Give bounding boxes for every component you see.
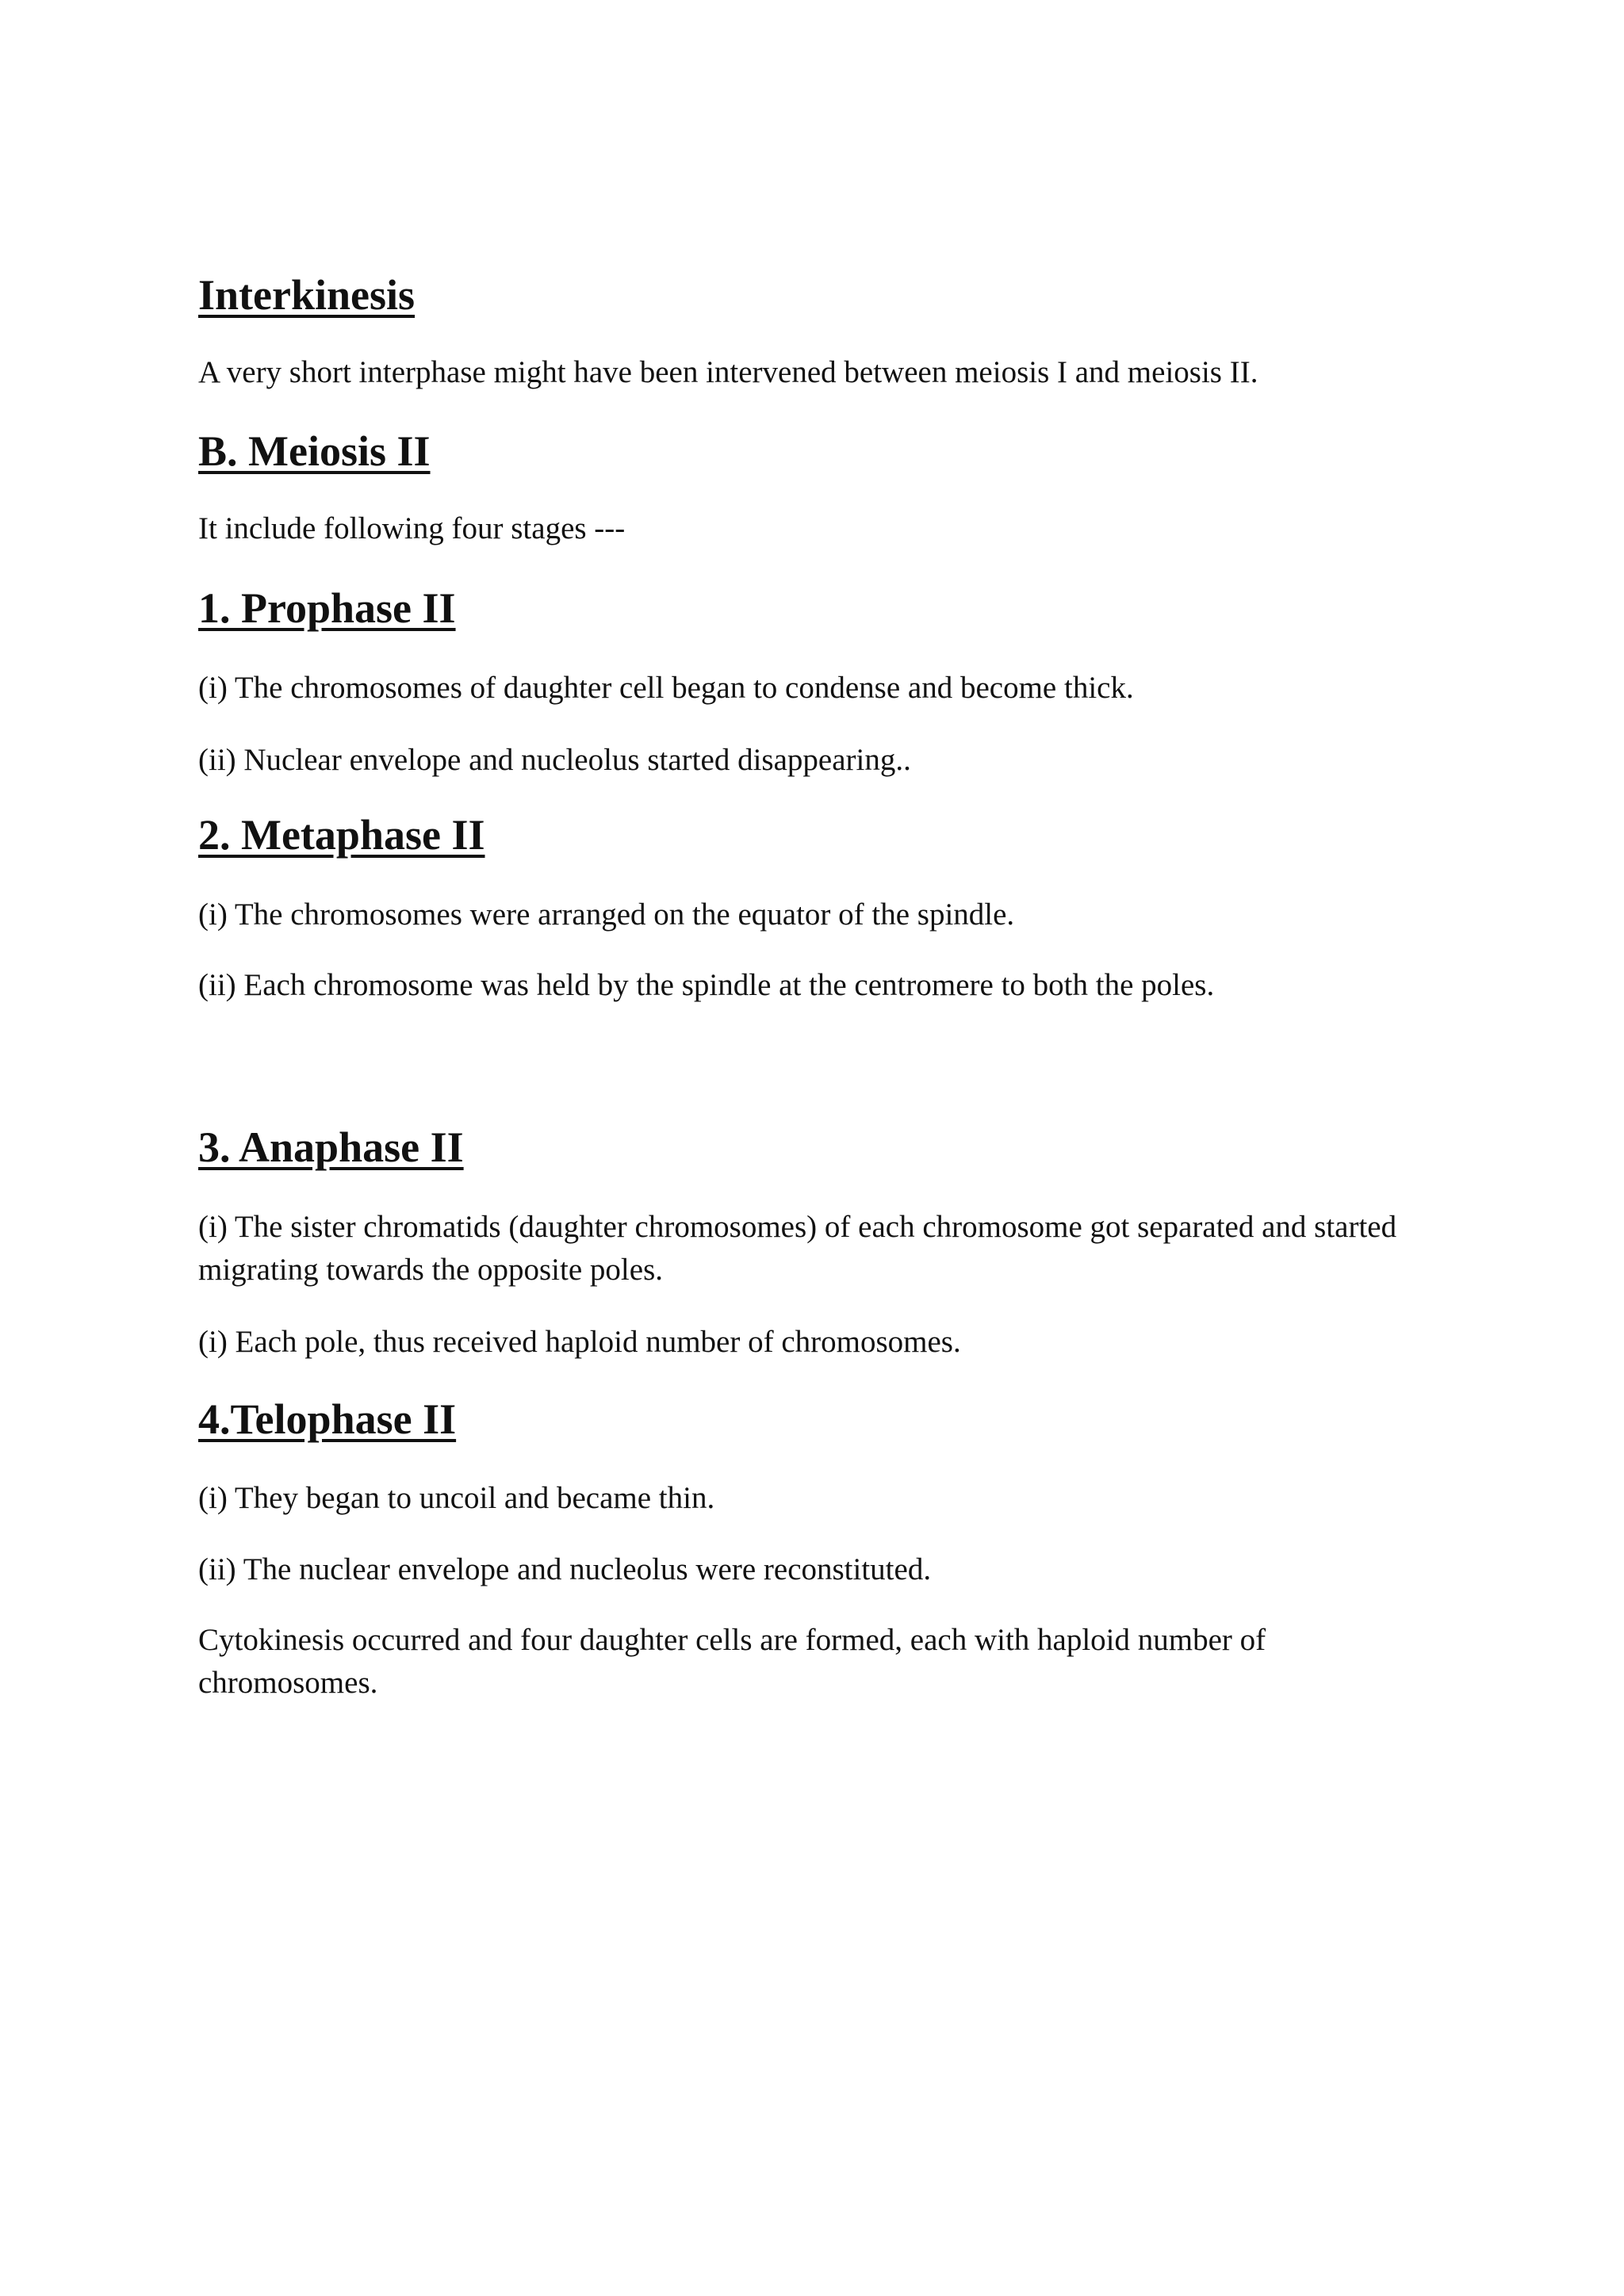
prophase2-point-2-wrap (198, 739, 1435, 782)
anaphase2-point-2-wrap (198, 1321, 1435, 1364)
meiosis2-body (198, 507, 1435, 550)
document-page (198, 0, 1435, 2296)
telophase2-conclusion-wrap (198, 1619, 1435, 1705)
interkinesis-section (198, 270, 1435, 320)
meiosis2-heading: B. Meiosis II (198, 427, 431, 475)
anaphase2-heading: 3. Anaphase II (198, 1123, 464, 1171)
metaphase2-point-1: (i) The chromosomes were arranged on the equator of the spindle. (198, 897, 1015, 932)
metaphase2-heading: 2. Metaphase II (198, 811, 485, 859)
metaphase2-point-2: (ii) Each chromosome was held by the spindle at the centromere to both the poles. (198, 968, 1215, 1002)
telophase2-point-2: (ii) The nuclear envelope and nucleolus were reconstituted. (198, 1552, 932, 1586)
telophase2-point-1: (i) They began to uncoil and became thin. (198, 1481, 715, 1515)
prophase2-point-2: (ii) Nuclear envelope and nucleolus started disappearing.. (198, 743, 911, 777)
telophase2-heading: 4.Telophase II (198, 1395, 457, 1443)
interkinesis-text: A very short interphase might have been intervened between meiosis I and meiosis II. (198, 355, 1258, 389)
prophase2-heading: 1. Prophase II (198, 584, 456, 632)
anaphase2-section (198, 1122, 1435, 1173)
prophase2-point-1-wrap (198, 667, 1435, 710)
interkinesis-heading: Interkinesis (198, 271, 416, 319)
anaphase2-point-1: (i) The sister chromatids (daughter chromosomes) of each chromosome got separated and started migrating towards the opposite poles. (198, 1210, 1397, 1287)
meiosis2-section (198, 426, 1435, 476)
anaphase2-point-1-wrap (198, 1206, 1435, 1292)
anaphase2-point-2: (i) Each pole, thus received haploid number of chromosomes. (198, 1325, 961, 1359)
metaphase2-section (198, 809, 1435, 860)
metaphase2-point-1-wrap (198, 894, 1435, 936)
prophase2-point-1: (i) The chromosomes of daughter cell began to condense and become thick. (198, 671, 1134, 705)
telophase2-conclusion: Cytokinesis occurred and four daughter cells are formed, each with haploid number of chromosomes. (198, 1623, 1266, 1700)
metaphase2-point-2-wrap (198, 964, 1435, 1007)
telophase2-section (198, 1394, 1435, 1445)
meiosis2-text: It include following four stages --- (198, 511, 626, 545)
telophase2-point-1-wrap (198, 1477, 1435, 1520)
telophase2-point-2-wrap (198, 1548, 1435, 1591)
prophase2-section (198, 583, 1435, 633)
interkinesis-body (198, 351, 1435, 394)
